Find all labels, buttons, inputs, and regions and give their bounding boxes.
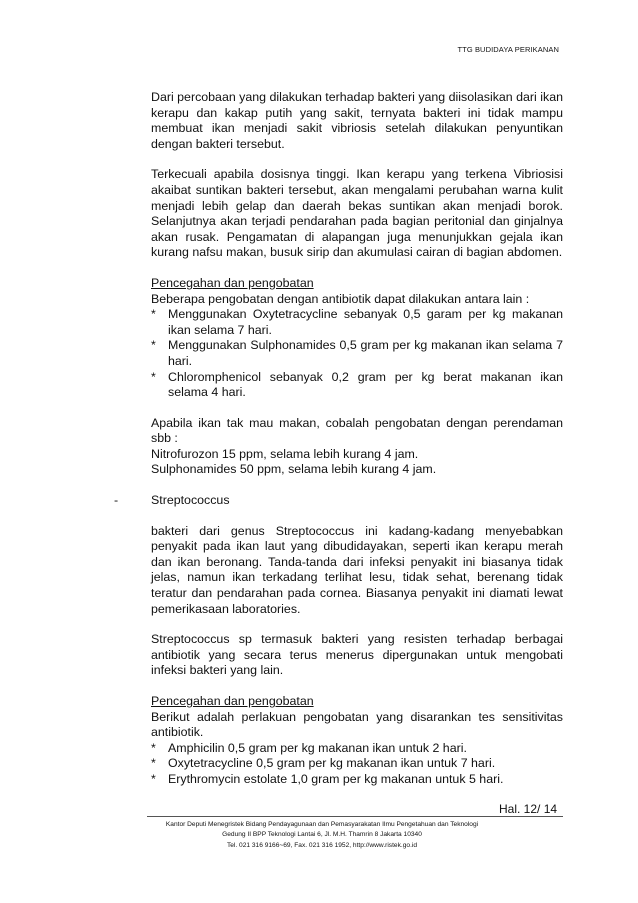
section-intro: Berikut adalah perlakuan pengobatan yang disarankan tes sensitivitas antibiotik. — [151, 709, 563, 740]
paragraph-4: bakteri dari genus Streptococcus ini kadang-kadang menyebabkan penyakit pada ikan laut yang dibudidayakan, seperti ikan kerapu merah dan ikan beronang. Tanda-tanda dari infeksi penyakit ini biasanya tidak jelas, namun ikan terkadang terlihat lesu, tidak sehat, berenang tidak teratur dan pendarahan pada cornea. Biasanya penyakit ini diamati lewat pemerikasaan laboratories. — [151, 523, 563, 616]
list-item: * Menggunakan Sulphonamides 0,5 gram per kg makanan ikan selama 7 hari. — [151, 338, 563, 368]
list-item: * Oxytetracycline 0,5 gram per kg makanan ikan untuk 7 hari. — [151, 756, 496, 771]
running-header: TTG BUDIDAYA PERIKANAN — [457, 45, 559, 54]
footer-divider — [147, 816, 563, 817]
section-title: Pencegahan dan pengobatan — [151, 694, 314, 708]
immersion-line: Nitrofurozon 15 ppm, selama lebih kurang 4 jam. — [151, 446, 419, 461]
immersion-paragraph — [151, 416, 563, 478]
footer-line: Tel. 021 316 9166~69, Fax. 021 316 1952, http://www.ristek.go.id — [226, 841, 418, 849]
paragraph-3: Apabila ikan tak mau makan, cobalah pengobatan dengan perendaman sbb : — [151, 415, 563, 446]
dash-bullet: - — [114, 493, 119, 508]
list-item: * Chloromphenicol sebanyak 0,2 gram per kg berat makanan ikan selama 4 hari. — [151, 369, 563, 400]
footer-line: Kantor Deputi Menegristek Bidang Pendayagunaan dan Pemasyarakatan Ilmu Pengetahuan dan Teknologi — [165, 821, 479, 828]
list-item: * Menggunakan Oxytetracycline sebanyak 0,5 garam per kg makanan ikan selama 7 hari. — [151, 307, 563, 337]
page-number: Hal. 12/ 14 — [499, 802, 558, 816]
list-item: * Erythromycin estolate 1,0 gram per kg makanan untuk 5 hari. — [151, 771, 504, 786]
treatment-section-1 — [151, 276, 563, 401]
footer — [147, 820, 497, 851]
treatment-section-2 — [151, 694, 563, 788]
paragraph-5: Streptococcus sp termasuk bakteri yang resisten terhadap berbagai antibiotik yang secara terus menerus dipergunakan untuk mengobati infeksi bakteri yang lain. — [151, 632, 563, 678]
section-title: Pencegahan dan pengobatan — [151, 275, 314, 290]
immersion-line: Sulphonamides 50 ppm, selama lebih kurang 4 jam. — [151, 462, 437, 477]
streptococcus-heading: - Streptococcus — [114, 493, 230, 508]
paragraph-2: Terkecuali apabila dosisnya tinggi. Ikan kerapu yang terkena Vibriosisi akaibat suntikan bakteri tersebut, akan mengalami perubahan warna kulit menjadi lebih gelap dan daerah bekas suntikan akan menjadi borok. Selanjutnya akan terjadi pendarahan pada bagian peritonial dan ginjalnya akan rusak. Pengamatan di alapangan juga menunjukkan gejala ikan kurang nafsu makan, busuk sirip dan akumulasi cairan di bagian abdomen. — [151, 167, 563, 260]
page-body — [114, 90, 563, 788]
footer-line: Gedung II BPP Teknologi Lantai 6, Jl. M.H. Thamrin 8 Jakarta 10340 — [222, 831, 422, 839]
paragraph-1: Dari percobaan yang dilakukan terhadap bakteri yang diisolasikan dari ikan kerapu dan kakap putih yang sakit, ternyata bakteri ini tidak mampu membuat ikan menjadi sakit vibriosis setelah dilakukan penyuntikan dengan bakteri tersebut. — [151, 90, 563, 151]
section-intro: Beberapa pengobatan dengan antibiotik dapat dilakukan antara lain : — [151, 291, 530, 306]
list-item: * Amphicilin 0,5 gram per kg makanan ikan untuk 2 hari. — [151, 740, 467, 755]
